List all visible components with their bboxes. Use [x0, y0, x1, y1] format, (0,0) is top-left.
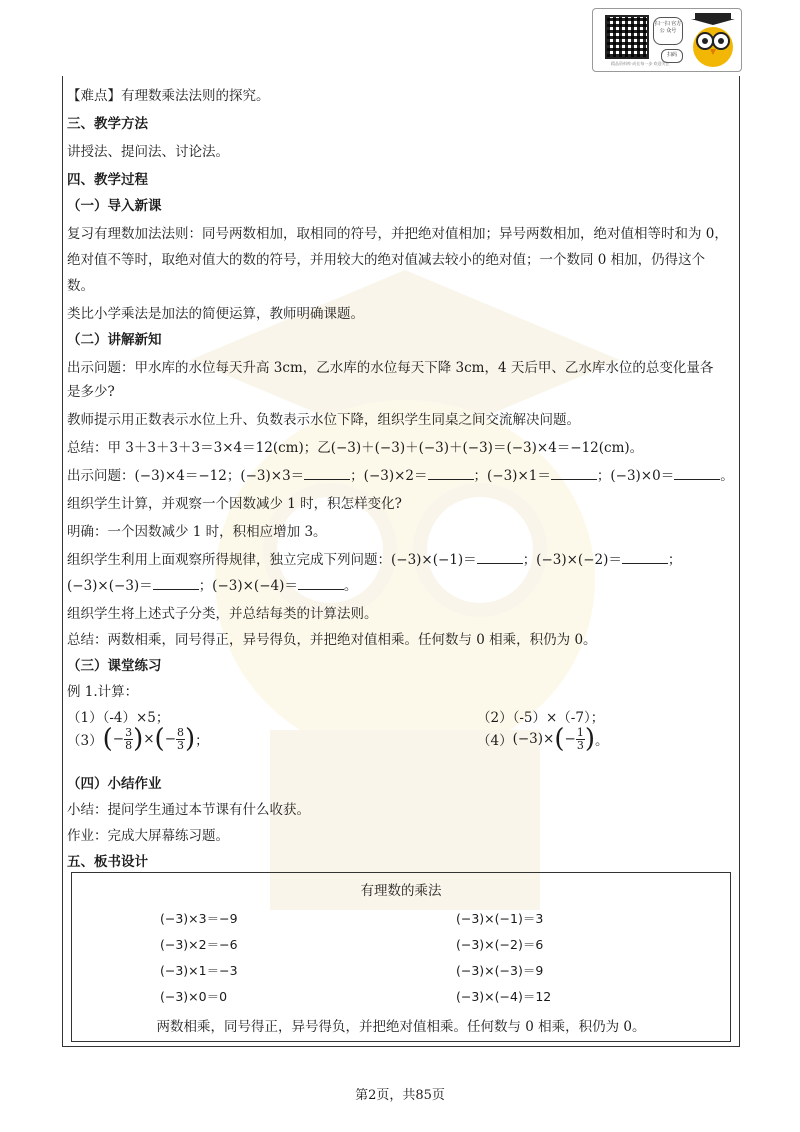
example-title: 例 1.计算：: [67, 684, 139, 700]
exercise-4: [477, 726, 608, 752]
exercise-1: （1）（-4）×5；: [67, 710, 170, 726]
board-right-eq: (−3)×(−3)＝9: [456, 963, 544, 978]
header-tiny-text: 精品资料库·成长每一步·欢迎关注: [611, 61, 670, 66]
text-span: (−3)×(−3)＝: [67, 578, 153, 594]
owl-scholar-icon: [685, 11, 741, 69]
paragraph-line: 总结：两数相乘，同号得正，异号得负，并把绝对值相乘。任何数与 0 相乘，积仍为 0。: [67, 632, 597, 648]
text-span: −: [564, 731, 576, 747]
board-left-eq: (−3)×3＝−9: [160, 911, 238, 926]
paragraph-line: 绝对值不等时，取绝对值大的数的符号，并用较大的绝对值减去较小的绝对值；一个数同 0 相加，仍得这个: [67, 252, 706, 268]
speech-bubble: 扫一扫 官方公 众号: [653, 17, 683, 45]
paragraph-line: 明确：一个因数减少 1 时，积相应增加 3。: [67, 524, 327, 540]
answer-blank: [674, 467, 720, 480]
answer-blank: [622, 551, 668, 564]
section-5-title: 五、板书设计: [67, 854, 148, 870]
difficulty-line: 【难点】有理数乘法法则的探究。: [67, 88, 270, 104]
question-line: [67, 464, 734, 484]
answer-blank: [304, 467, 350, 480]
text-span: ；: [667, 552, 682, 568]
text-span: ；(−3)×(−4)＝: [198, 578, 298, 594]
text-span: 。: [720, 468, 734, 484]
header-logo-box: [592, 8, 742, 72]
numerator: 3: [125, 725, 133, 739]
text-span: −: [112, 731, 125, 747]
paragraph-line: 出示问题：甲水库的水位每天升高 3cm，乙水库的水位每天下降 3cm，4 天后甲、乙水库水位的总变化量各: [67, 360, 714, 376]
fraction: [176, 727, 185, 752]
text-span: （4）: [477, 733, 513, 749]
board-right-eq: (−3)×(−2)＝6: [456, 937, 544, 952]
paragraph-line: 组织学生将上述式子分类，并总结每类的计算法则。: [67, 606, 378, 622]
qr-code-icon: [605, 15, 649, 59]
paragraph-line: 数。: [67, 278, 94, 294]
text-span: 出示问题：(−3)×4＝−12；(−3)×3＝: [67, 468, 305, 484]
paren: ): [133, 724, 144, 754]
text-span: ；(−3)×1＝: [473, 468, 551, 484]
board-left-eq: (−3)×2＝−6: [160, 937, 238, 952]
text-span: ；(−3)×0＝: [596, 468, 675, 484]
section-3-text: 讲授法、提问法、讨论法。: [67, 144, 229, 160]
text-span: ；(−3)×2＝: [350, 468, 428, 484]
text-span: ×: [143, 731, 155, 747]
text-span: (−3): [512, 731, 544, 747]
board-left-eq: (−3)×0＝0: [160, 989, 228, 1004]
paren: (: [102, 724, 113, 754]
paragraph-line: 复习有理数加法法则：同号两数相加，取相同的符号，并把绝对值相加；异号两数相加，绝对值相等时和为 0，: [67, 226, 728, 242]
part-3-title: （三）课堂练习: [67, 658, 162, 674]
denominator: 8: [125, 738, 133, 752]
numerator: 1: [576, 725, 584, 739]
paren: ): [584, 724, 595, 754]
paren: (: [154, 724, 165, 754]
board-right-eq: (−3)×(−4)＝12: [456, 989, 552, 1004]
exercise-3: [67, 726, 209, 752]
text-span: ；: [195, 733, 209, 749]
answer-blank: [153, 577, 199, 590]
paragraph-line: 总结：甲 3＋3＋3＋3＝3×4＝12(cm)；乙(−3)＋(−3)＋(−3)＋(−3)＝(−3)×4＝−12(cm)。: [67, 440, 644, 456]
board-left-eq: (−3)×1＝−3: [160, 963, 238, 978]
paragraph-line: 组织学生计算，并观察一个因数减少 1 时，积怎样变化?: [67, 496, 402, 512]
denominator: 3: [177, 738, 184, 752]
paragraph-line: 是多少?: [67, 384, 115, 400]
part-2-title: （二）讲解新知: [67, 332, 162, 348]
numerator: 8: [177, 725, 184, 739]
section-3-title: 三、教学方法: [67, 116, 148, 132]
text-span: （3）: [67, 733, 103, 749]
part-1-title: （一）导入新课: [67, 198, 162, 214]
text-span: ×: [543, 731, 555, 747]
answer-blank: [428, 467, 474, 480]
text-span: ；(−3)×(−2)＝: [522, 552, 622, 568]
board-design-box: [71, 872, 731, 1042]
board-summary: 两数相乘，同号得正，异号得负，并把绝对值相乘。任何数与 0 相乘，积仍为 0。: [156, 1019, 646, 1035]
paren: (: [554, 724, 565, 754]
fraction: [124, 727, 133, 752]
text-span: 。: [594, 733, 609, 749]
fraction: [576, 727, 585, 752]
section-4-title: 四、教学过程: [67, 172, 148, 188]
text-span: 。: [343, 578, 358, 594]
answer-blank: [551, 467, 597, 480]
small-bubble: 扫码: [661, 49, 683, 63]
board-title: 有理数的乘法: [360, 883, 442, 899]
text-span: 组织学生利用上面观察所得规律，独立完成下列问题：(−3)×(−1)＝: [67, 552, 477, 568]
answer-blank: [477, 551, 523, 564]
board-right-eq: (−3)×(−1)＝3: [456, 911, 544, 926]
paren: ): [185, 724, 196, 754]
page-number: 第2页，共85页: [355, 1088, 445, 1103]
paragraph-line: 教师提示用正数表示水位上升、负数表示水位下降，组织学生同桌之间交流解决问题。: [67, 412, 580, 428]
answer-blank: [298, 577, 344, 590]
denominator: 3: [576, 738, 584, 752]
paragraph-line: 作业：完成大屏幕练习题。: [67, 828, 229, 844]
exercise-2: （2）（-5）×（-7）；: [477, 710, 605, 726]
paragraph-line: 类比小学乘法是加法的简便运算，教师明确课题。: [67, 306, 364, 322]
paragraph-line: 小结：提问学生通过本节课有什么收获。: [67, 802, 310, 818]
question-line: [67, 548, 681, 568]
question-line: [67, 574, 357, 594]
text-span: −: [164, 731, 176, 747]
part-4-title: （四）小结作业: [67, 776, 162, 792]
